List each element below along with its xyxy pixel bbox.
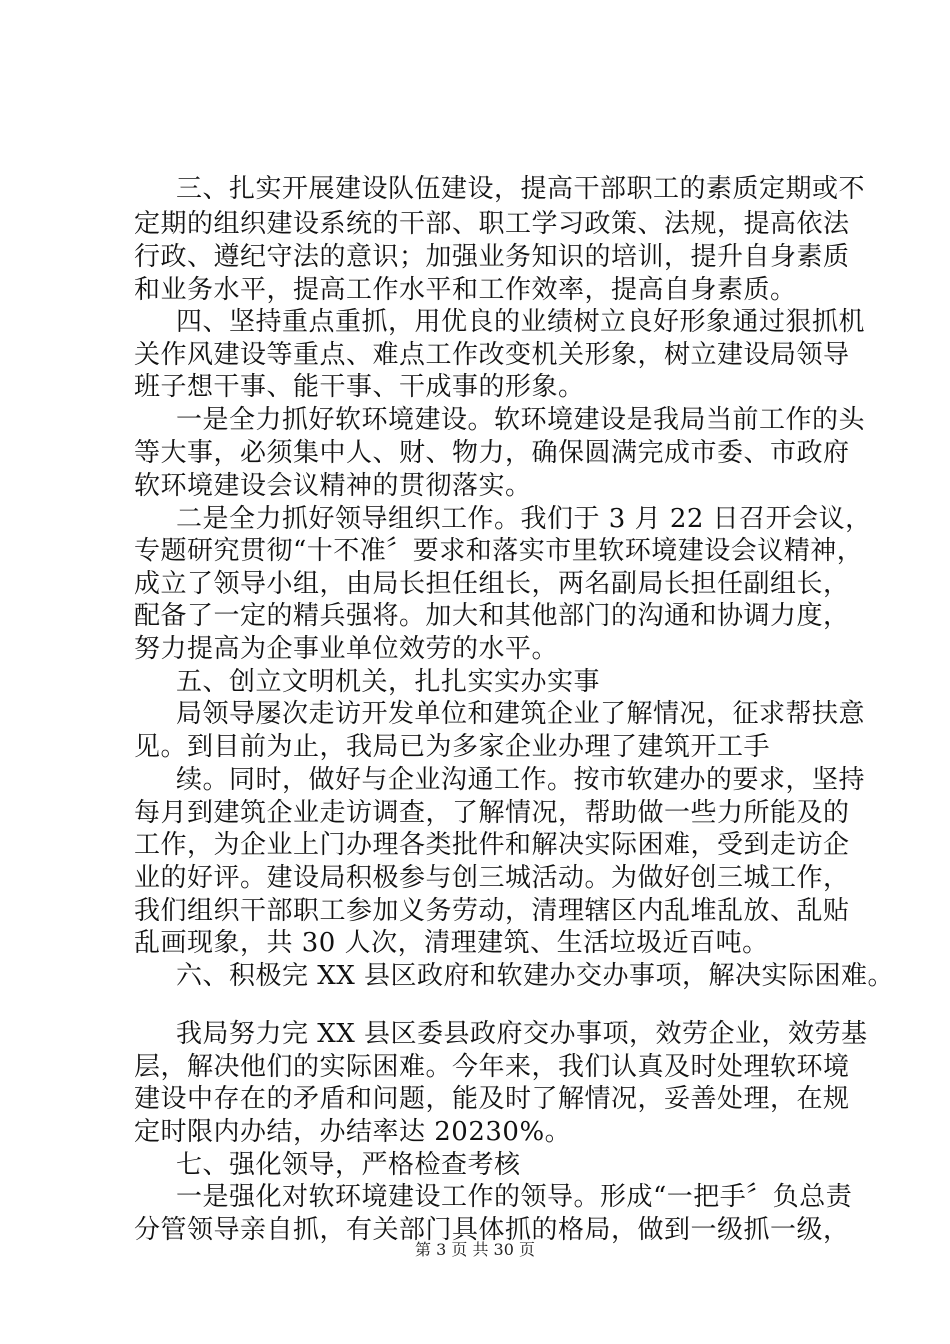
text-line: 三、扎实开展建设队伍建设，提高干部职工的素质定期或不 bbox=[176, 174, 866, 204]
text-line: 我局努力完 XX 县区委县政府交办事项，效劳企业，效劳基 bbox=[176, 1019, 868, 1049]
text-line: 等大事，必须集中人、财、物力，确保圆满完成市委、市政府 bbox=[134, 438, 850, 468]
text-line: 工作，为企业上门办理各类批件和解决实际困难，受到走访企 bbox=[134, 830, 850, 860]
text-line: 六、积极完 XX 县区政府和软建办交办事项，解决实际困难。 bbox=[176, 961, 895, 991]
text-line: 配备了一定的精兵强将。加大和其他部门的沟通和协调力度， bbox=[134, 601, 850, 631]
text-line: 我们组织干部职工参加义务劳动，清理辖区内乱堆乱放、乱贴 bbox=[134, 896, 850, 926]
page-number-footer: 第 3 页 共 30 页 bbox=[415, 1240, 535, 1259]
text-line: 软环境建设会议精神的贯彻落实。 bbox=[134, 471, 532, 501]
text-line: 班子想干事、能干事、干成事的形象。 bbox=[134, 372, 585, 402]
text-line: 七、强化领导，严格检查考核 bbox=[176, 1150, 521, 1180]
text-line: 一是全力抓好软环境建设。软环境建设是我局当前工作的头 bbox=[176, 405, 866, 435]
text-line: 专题研究贯彻“十不准〞要求和落实市里软环境建设会议精神， bbox=[134, 536, 864, 566]
text-line: 建设中存在的矛盾和问题，能及时了解情况，妥善处理，在规 bbox=[134, 1084, 850, 1114]
text-line: 层，解决他们的实际困难。今年来，我们认真及时处理软环境 bbox=[134, 1052, 850, 1082]
text-line: 定期的组织建设系统的干部、职工学习政策、法规，提高依法 bbox=[134, 209, 850, 239]
text-line: 五、创立文明机关，扎扎实实办实事 bbox=[176, 667, 601, 697]
text-line: 关作风建设等重点、难点工作改变机关形象，树立建设局领导 bbox=[134, 340, 850, 370]
text-line: 努力提高为企事业单位效劳的水平。 bbox=[134, 634, 559, 664]
text-line: 一是强化对软环境建设工作的领导。形成“一把手〞负总责 bbox=[176, 1182, 853, 1212]
text-line: 局领导屡次走访开发单位和建筑企业了解情况，征求帮扶意 bbox=[176, 699, 866, 729]
text-line: 行政、遵纪守法的意识；加强业务知识的培训，提升自身素质 bbox=[134, 242, 850, 272]
text-line: 乱画现象，共 30 人次，清理建筑、生活垃圾近百吨。 bbox=[134, 928, 769, 958]
text-line: 四、坚持重点重抓，用优良的业绩树立良好形象通过狠抓机 bbox=[176, 307, 866, 337]
text-line: 每月到建筑企业走访调查，了解情况，帮助做一些力所能及的 bbox=[134, 798, 850, 828]
text-line: 和业务水平，提高工作水平和工作效率，提高自身素质。 bbox=[134, 275, 797, 305]
text-line: 成立了领导小组，由局长担任组长，两名副局长担任副组长， bbox=[134, 569, 850, 599]
text-line: 业的好评。建设局积极参与创三城活动。为做好创三城工作， bbox=[134, 863, 850, 893]
text-line: 见。到目前为止，我局已为多家企业办理了建筑开工手 bbox=[134, 732, 771, 762]
text-line: 续。同时，做好与企业沟通工作。按市软建办的要求，坚持 bbox=[176, 765, 866, 795]
text-line: 二是全力抓好领导组织工作。我们于 3 月 22 日召开会议， bbox=[176, 504, 872, 534]
text-line: 定时限内办结，办结率达 20230%。 bbox=[134, 1117, 572, 1147]
text-line: 分管领导亲自抓，有关部门具体抓的格局，做到一级抓一级， bbox=[134, 1215, 850, 1245]
